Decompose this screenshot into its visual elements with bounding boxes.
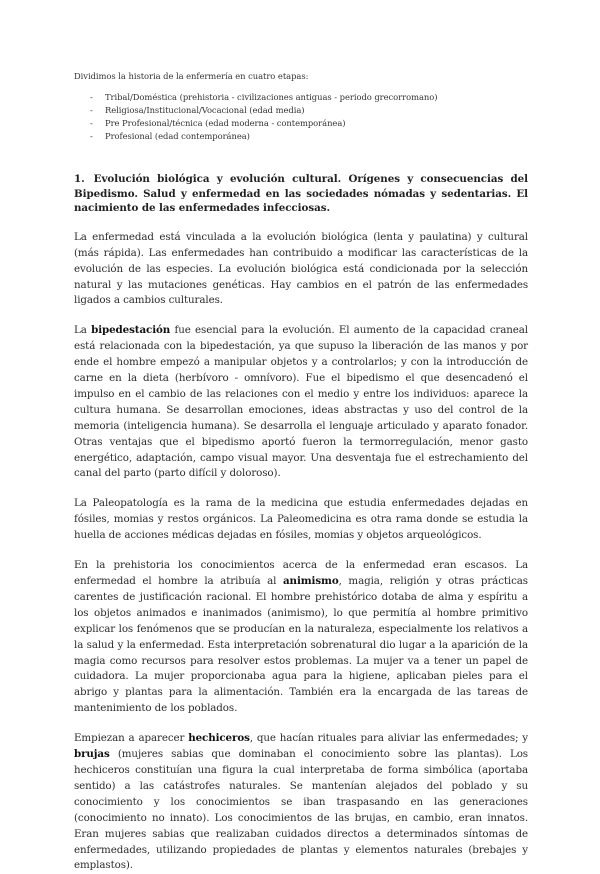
- stage-text: Tribal/Doméstica (prehistoria - civilizaciones antiguas - periodo grecorromano): [105, 92, 438, 102]
- keyword-brujas: brujas: [74, 748, 110, 761]
- list-dash: -: [90, 131, 93, 141]
- stage-item: [74, 130, 528, 143]
- section-title: Evolución biológica y evolución cultural. Orígenes y consecuencias del Bipedismo. Salud y enfermedad en las sociedades nómadas y sedentarias. El nacimiento de las enfermedades infecciosas.: [74, 173, 528, 215]
- text-run: fue esencial para la evolución. El aumento de la capacidad craneal está relacionada con la bipedestación, ya que supuso la liberación de las manos y por ende el hombre empezó a manipular objetos y a controlarlos; y con la introducción de carne en la dieta (herbívoro - omnívoro). Fue el bipedismo el que desencadenó el impulso en el cambio de las relaciones con el medio y entre los individuos: aparece la cultura humana. Se desarrollan emociones, ideas abstractas y uso del control de la memoria (inteligencia humana). Se desarrolla el lenguaje articulado y aparato fonador. Otras ventajas que el bipedismo aportó fueron la termorregulación, menor gasto energético, adaptación, campo visual mayor. Una desventaja fue el estrechamiento del canal del parto (parto difícil y doloroso).: [74, 324, 529, 480]
- paragraph-evolution: La enfermedad está vinculada a la evolución biológica (lenta y paulatina) y cultural (más rápida). Las enfermedades han contribuido a modificar las características de la evolución de las especies. La evolución biológica está condicionada por la selección natural y las mutaciones genéticas. Hay cambios en el patrón de las enfermedades ligados a cambios culturales.: [74, 230, 528, 307]
- paragraph-hechiceros: [74, 731, 528, 874]
- stage-text: Profesional (edad contemporánea): [105, 131, 250, 141]
- stages-list: [74, 91, 528, 143]
- text-run: La: [74, 324, 92, 337]
- text-run: Empiezan a aparecer: [74, 732, 189, 745]
- list-dash: -: [90, 105, 93, 115]
- paragraph-paleopathology: La Paleopatología es la rama de la medicina que estudia enfermedades dejadas en fósiles, momias y restos orgánicos. La Paleomedicina es otra rama donde se estudia la huella de acciones médicas dejadas en fósiles, momias y objetos arqueológicos.: [74, 497, 528, 542]
- section-number: 1.: [74, 173, 85, 185]
- text-run: En la prehistoria los conocimientos acerca de la enfermedad eran escasos. La enfermedad el hombre la atribuía al: [74, 559, 528, 587]
- stage-item: [74, 91, 528, 104]
- keyword-hechiceros: hechiceros: [188, 732, 250, 745]
- keyword-animismo: animismo: [282, 575, 339, 587]
- list-dash: -: [90, 92, 93, 102]
- text-run: (mujeres sabias que dominaban el conocimiento sobre las plantas). Los hechiceros constituían una figura la cual interpretaba de forma simbólica (aportaba sentido) a las catástrofes naturales. Se mantenían alejados del poblado y su conocimiento y los conocimientos se iban traspasando en las generaciones (conocimiento no innato). Los conocimientos de las brujas, en cambio, eran innatos. Eran mujeres sabias que realizaban cuidados directos a determinados síntomas de enfermedades, utilizando propiedades de plantas y elementos naturales (brebajes y emplastos).: [74, 748, 528, 872]
- text-run: , que hacían rituales para aliviar las enfermedades; y: [249, 732, 528, 745]
- paragraph-bipedestation: [74, 323, 528, 482]
- intro-text: Dividimos la historia de la enfermería en cuatro etapas:: [74, 71, 309, 81]
- stage-text: Religiosa/Institucional/Vocacional (edad media): [105, 105, 305, 115]
- document-page: [74, 70, 528, 874]
- text-run: , magia, religión y otras prácticas carentes de justificación racional. El hombre prehistórico dotaba de alma y espíritu a los objetos animados e inanimados (animismo), lo que permitía al hombre primitivo explicar los fenómenos que se producían en la naturaleza, especialmente los relativos a la salud y la enfermedad. Esta interpretación sobrenatural dio lugar a la aparición de la magia como recursos para resolver estos problemas. La mujer va a tener un papel de cuidadora. La mujer proporcionaba agua para la higiene, aplicaban pieles para el abrigo y plantas para la alimentación. También era la encargada de las tareas de mantenimiento de los poblados.: [74, 575, 528, 715]
- list-dash: -: [90, 118, 93, 128]
- stage-text: Pre Profesional/técnica (edad moderna - contemporánea): [105, 118, 346, 128]
- stage-item: [74, 117, 528, 130]
- stage-item: [74, 104, 528, 117]
- keyword-bipedestacion: bipedestación: [91, 324, 171, 337]
- section-heading: [74, 172, 528, 216]
- paragraph-prehistory: [74, 558, 528, 717]
